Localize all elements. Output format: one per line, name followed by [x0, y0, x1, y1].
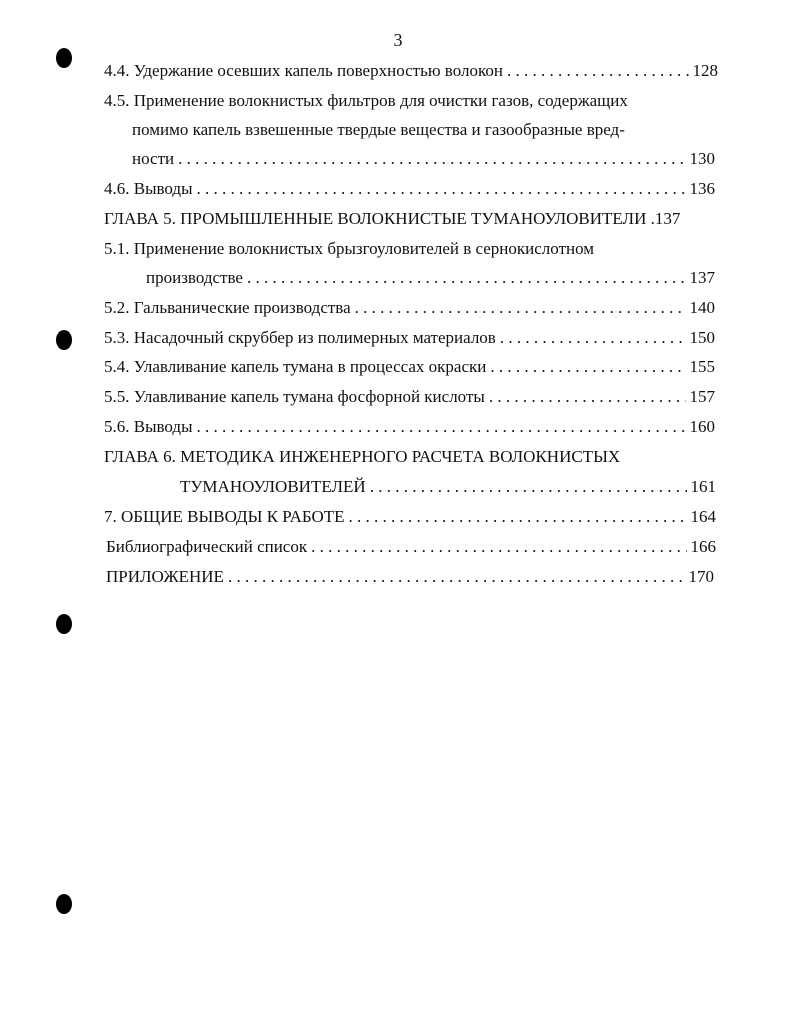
- dot-leader: [197, 178, 686, 200]
- dot-leader: [247, 267, 686, 289]
- dot-leader: [489, 386, 686, 408]
- toc-chapter-6-line1[interactable]: ГЛАВА 6. МЕТОДИКА ИНЖЕНЕРНОГО РАСЧЕТА ВОЛОКНИСТЫХ: [104, 447, 621, 466]
- toc-entry-title: 5.2. Гальванические производства: [104, 298, 351, 317]
- toc-entry-4-6[interactable]: [104, 178, 715, 200]
- dot-leader: [490, 356, 685, 378]
- toc-entry-4-4[interactable]: [104, 60, 718, 82]
- toc-entry-4-5-line3[interactable]: [132, 148, 715, 170]
- toc-entry-page: 137: [689, 268, 715, 287]
- toc-entry-title: 4.4. Удержание осевших капель поверхностью волокон: [104, 61, 503, 80]
- toc-entry-title: 5.4. Улавливание капель тумана в процессах окраски: [104, 357, 487, 376]
- dot-leader: [355, 297, 686, 319]
- toc-entry-4-5-line2: помимо капель взвешенные твердые вещества и газообразные вред-: [132, 120, 625, 139]
- toc-entry-title: ПРИЛОЖЕНИЕ: [106, 567, 224, 586]
- dot-leader: [370, 476, 687, 498]
- toc-entry-page: 160: [689, 417, 715, 436]
- toc-entry-4-5-line1[interactable]: 4.5. Применение волокнистых фильтров для очистки газов, содержащих: [104, 91, 628, 110]
- dot-leader: [178, 148, 685, 170]
- dot-leader: [507, 60, 689, 82]
- toc-entry-title: 5.5. Улавливание капель тумана фосфорной кислоты: [104, 387, 485, 406]
- toc-chapter-5[interactable]: ГЛАВА 5. ПРОМЫШЛЕННЫЕ ВОЛОКНИСТЫЕ ТУМАНОУЛОВИТЕЛИ .137: [104, 209, 681, 228]
- toc-entry-title: ности: [132, 149, 175, 168]
- toc-entry-5-4[interactable]: [104, 356, 715, 378]
- dot-leader: [349, 506, 687, 528]
- toc-entry-title: ТУМАНОУЛОВИТЕЛЕЙ: [180, 477, 366, 496]
- dot-leader: [500, 327, 686, 349]
- toc-entry-title: 5.3. Насадочный скруббер из полимерных материалов: [104, 328, 496, 347]
- toc-entry-title: 5.6. Выводы: [104, 417, 193, 436]
- toc-entry-5-5[interactable]: [104, 386, 715, 408]
- toc-chapter-6-line2[interactable]: [180, 476, 716, 498]
- dot-leader: [228, 566, 685, 588]
- toc-entry-page: 164: [690, 507, 716, 526]
- toc-entry-title: Библиографический список: [106, 537, 308, 556]
- toc-bibliography[interactable]: [106, 536, 716, 558]
- toc-entry-page: 130: [689, 149, 715, 168]
- toc-entry-5-2[interactable]: [104, 297, 715, 319]
- toc-entry-page: 150: [689, 328, 715, 347]
- toc-chapter-7[interactable]: [104, 506, 716, 528]
- toc-entry-page: 155: [689, 357, 715, 376]
- toc-entry-5-3[interactable]: [104, 327, 715, 349]
- toc-entry-5-1-line2[interactable]: [146, 267, 715, 289]
- toc-entry-page: 136: [689, 179, 715, 198]
- dot-leader: [197, 416, 686, 438]
- toc-entry-page: 140: [689, 298, 715, 317]
- page-number: 3: [393, 30, 403, 50]
- toc-entry-page: 128: [692, 61, 718, 80]
- dot-leader: [311, 536, 686, 558]
- toc-entry-page: 166: [690, 537, 716, 556]
- toc-entry-page: 170: [688, 567, 714, 586]
- toc-entry-title: производстве: [146, 268, 243, 287]
- toc-entry-5-1-line1[interactable]: 5.1. Применение волокнистых брызгоуловителей в сернокислотном: [104, 239, 595, 258]
- toc-entry-title: 4.6. Выводы: [104, 179, 193, 198]
- toc-entry-5-6[interactable]: [104, 416, 715, 438]
- toc-entry-page: 161: [690, 477, 716, 496]
- toc-entry-title: 7. ОБЩИЕ ВЫВОДЫ К РАБОТЕ: [104, 507, 345, 526]
- toc-entry-page: 157: [689, 387, 715, 406]
- toc-appendix[interactable]: [106, 566, 714, 588]
